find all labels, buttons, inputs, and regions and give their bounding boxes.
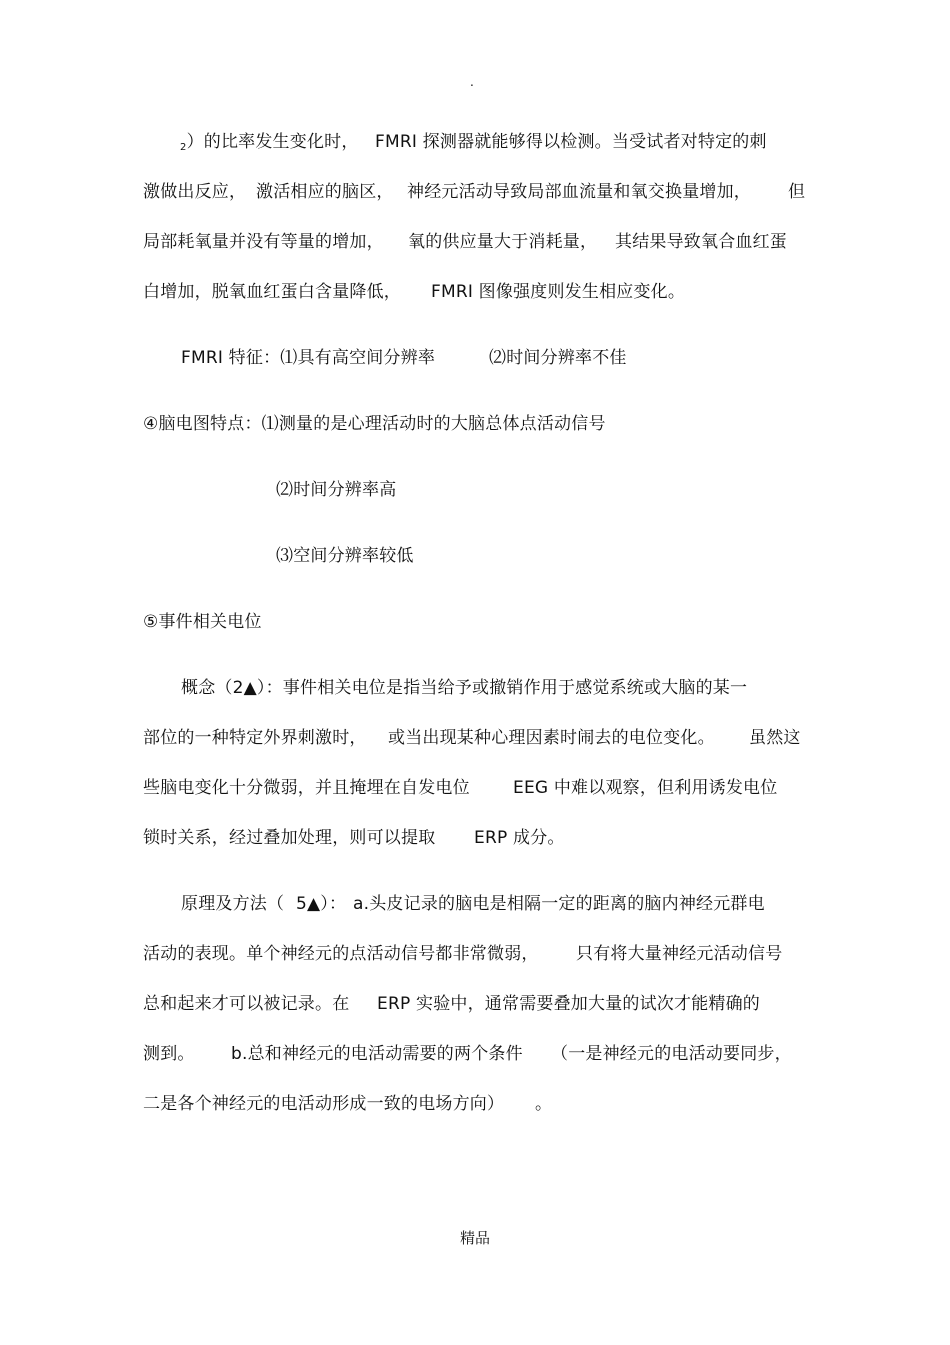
eeg-item-3: ⑶空间分辨率较低 [276, 546, 414, 566]
fmri-l2-text-a: 激做出反应， [143, 182, 247, 202]
erp-heading: ⑤事件相关电位 [143, 612, 262, 632]
fmri-l4-text-b: FMRI 图像强度则发生相应变化。 [431, 282, 686, 302]
principle-l2-text-a: 活动的表现。单个神经元的点活动信号都非常微弱， [143, 944, 539, 964]
subscript-2: 2 [180, 142, 187, 153]
fmri-l1-text-a: ）的比率发生变化时， [186, 132, 359, 152]
principle-l2-text-b: 只有将大量神经元活动信号 [576, 944, 783, 964]
header-mark: . [470, 75, 474, 89]
fmri-feature-2: ⑵时间分辨率不佳 [489, 348, 627, 368]
erp-concept-line-1: 概念（2▲）：事件相关电位是指当给予或撤销作用于感觉系统或大脑的某一 [181, 678, 748, 698]
eeg-item-2: ⑵时间分辨率高 [276, 480, 397, 500]
footer-label: 精品 [459, 1229, 490, 1247]
principle-l1-text-a: 原理及方法（ [181, 894, 285, 914]
fmri-l2-text-b: 激活相应的脑区， [256, 182, 394, 202]
fmri-l3-text-c: 其结果导致氧合血红蛋 [615, 232, 787, 252]
fmri-feature-1: FMRI 特征：⑴具有高空间分辨率 [181, 348, 436, 368]
concept-l3-text-b: EEG 中难以观察，但利用诱发电位 [513, 778, 778, 798]
fmri-l3-text-a: 局部耗氧量并没有等量的增加， [143, 232, 384, 252]
principle-l5-text-a: 二是各个神经元的电活动形成一致的电场方向） [143, 1094, 505, 1114]
principle-l4-text-a: 测到。 [143, 1044, 195, 1064]
principle-l4-text-c: （一是神经元的电活动要同步， [551, 1044, 792, 1064]
concept-l2-text-b: 或当出现某种心理因素时闹去的电位变化。 [388, 728, 715, 748]
concept-l2-text-a: 部位的一种特定外界刺激时， [143, 728, 367, 748]
fmri-l2-text-c: 神经元活动导致局部血流量和氧交换量增加， [407, 182, 751, 202]
fmri-l4-text-a: 白增加，脱氧血红蛋白含量降低， [143, 282, 401, 302]
principle-l3-text-a: 总和起来才可以被记录。在 [143, 994, 350, 1014]
fmri-l2-text-d: 但 [788, 182, 806, 202]
principle-l1-text-c: a.头皮记录的脑电是相隔一定的距离的脑内神经元群电 [353, 894, 765, 914]
concept-l4-text-a: 锁时关系，经过叠加处理，则可以提取 [143, 828, 436, 848]
principle-l4-text-b: b.总和神经元的电活动需要的两个条件 [231, 1044, 523, 1064]
principle-l5-text-b: 。 [535, 1094, 553, 1114]
fmri-l3-text-b: 氧的供应量大于消耗量， [408, 232, 598, 252]
concept-l4-text-b: ERP 成分。 [474, 828, 565, 848]
concept-l3-text-a: 些脑电变化十分微弱，并且掩埋在自发电位 [143, 778, 470, 798]
eeg-heading: ④脑电图特点：⑴测量的是心理活动时的大脑总体点活动信号 [143, 414, 606, 434]
principle-l3-text-b: ERP 实验中，通常需要叠加大量的试次才能精确的 [377, 994, 761, 1014]
concept-l2-text-c: 虽然这 [749, 728, 801, 748]
fmri-l1-text-b: FMRI 探测器就能够得以检测。当受试者对特定的刺 [375, 132, 767, 152]
principle-l1-text-b: 5▲）： [296, 894, 347, 914]
